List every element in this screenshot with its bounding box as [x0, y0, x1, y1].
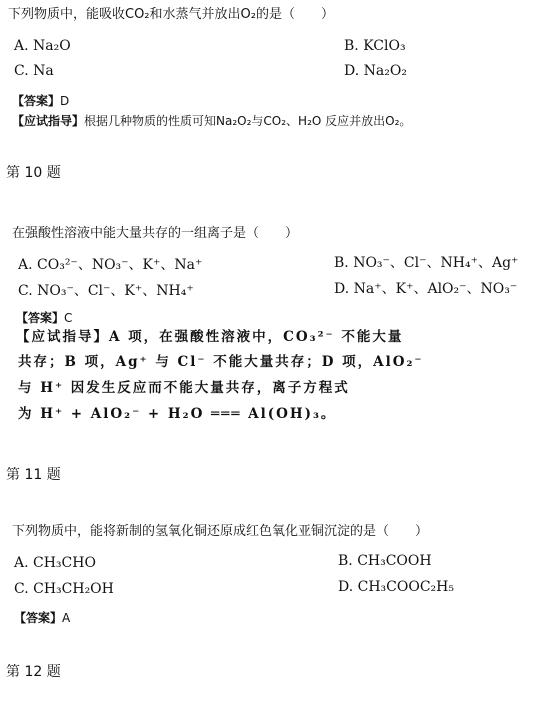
q9-answer-label: 【答案】 — [12, 94, 61, 108]
q10-option-b: B. NO₃⁻、Cl⁻、NH₄⁺、Ag⁺ — [334, 255, 519, 271]
q10-guide-label: 【应试指导】 — [16, 329, 109, 345]
q9-option-a: A. Na₂O — [14, 38, 71, 54]
q9-option-c: C. Na — [14, 63, 54, 79]
q10-option-d: D. Na⁺、K⁺、AlO₂⁻、NO₃⁻ — [334, 281, 518, 297]
q9-answer — [12, 92, 69, 108]
question-heading-12: 第 12 题 — [6, 664, 61, 680]
q11-option-a: A. CH₃CHO — [14, 555, 96, 571]
q11-option-d: D. CH₃COOC₂H₅ — [338, 579, 454, 595]
q10-option-c: C. NO₃⁻、Cl⁻、K⁺、NH₄⁺ — [18, 283, 194, 299]
q9-guide — [12, 112, 411, 128]
q10-question: 在强酸性溶液中能大量共存的一组离子是（ ） — [12, 226, 299, 241]
q11-option-c: C. CH₃CH₂OH — [14, 581, 114, 597]
q11-option-b: B. CH₃COOH — [338, 553, 432, 569]
q10-answer-label: 【答案】 — [16, 311, 65, 325]
q9-option-d: D. Na₂O₂ — [344, 63, 407, 79]
q11-answer — [14, 609, 70, 625]
q11-answer-value: A — [62, 611, 71, 625]
q9-guide-text: 根据几种物质的性质可知Na₂O₂与CO₂、H₂O 反应并放出O₂。 — [84, 114, 412, 128]
q10-answer — [16, 309, 72, 325]
q9-option-b: B. KClO₃ — [344, 38, 406, 54]
q10-guide-line-1 — [16, 331, 403, 345]
q10-answer-value: C — [64, 311, 73, 325]
q10-guide-text-1: A 项，在强酸性溶液中，CO₃²⁻ 不能大量 — [109, 329, 404, 345]
q9-guide-label: 【应试指导】 — [12, 114, 85, 128]
q9-question: 下列物质中，能吸收CO₂和水蒸气并放出O₂的是（ ） — [8, 7, 334, 22]
q10-option-a: A. CO₃²⁻、NO₃⁻、K⁺、Na⁺ — [18, 257, 203, 273]
q11-answer-label: 【答案】 — [14, 611, 63, 625]
q10-guide-line-2: 共存；B 项，Ag⁺ 与 Cl⁻ 不能大量共存；D 项，AlO₂⁻ — [18, 354, 424, 370]
q11-question: 下列物质中，能将新制的氢氧化铜还原成红色氧化亚铜沉淀的是（ ） — [12, 524, 429, 539]
question-heading-11: 第 11 题 — [6, 467, 61, 483]
question-heading-10: 第 10 题 — [6, 165, 61, 181]
q10-guide-line-3: 与 H⁺ 因发生反应而不能大量共存，离子方程式 — [18, 380, 350, 396]
q9-answer-value: D — [60, 94, 70, 108]
q10-guide-line-4: 为 H⁺ + AlO₂⁻ + H₂O ═══ Al(OH)₃。 — [18, 406, 337, 422]
